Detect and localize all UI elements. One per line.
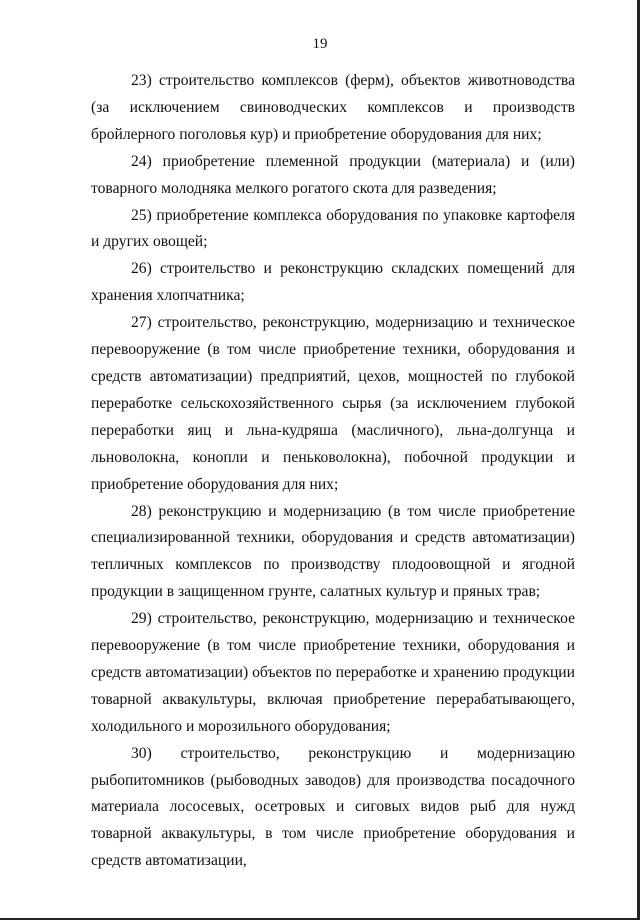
list-item-30: 30) строительство, реконструкцию и модернизацию рыбопитомников (рыбоводных заводов) для производства посадочного материала лососевых, осетровых и сиговых видов рыб для нужд товарной аквакультуры, в том числе приобретение оборудования и средств автоматизации, (91, 744, 575, 870)
list-item-24: 24) приобретение племенной продукции (материала) и (или) товарного молодняка мелкого рогатого скота для разведения; (91, 152, 575, 197)
list-item-23: 23) строительство комплексов (ферм), объектов животноводства (за исключением свиноводческих комплексов и производств бройлерного поголовья кур) и приобретение оборудования для них; (91, 72, 575, 143)
list-item-26: 26) строительство и реконструкцию складских помещений для хранения хлопчатника; (91, 260, 575, 305)
document-body (91, 68, 575, 875)
list-item-28: 28) реконструкцию и модернизацию (в том числе приобретение специализированной техники, оборудования и средств автоматизации) тепличных комплексов по производству плодоовощной и ягодной продукции в защищенном грунте, салатных культур и пряных трав; (91, 502, 575, 601)
list-item-25: 25) приобретение комплекса оборудования по упаковке картофеля и других овощей; (91, 206, 575, 251)
list-item-29: 29) строительство, реконструкцию, модернизацию и техническое перевооружение (в том числе приобретение техники, оборудования и средств автоматизации) объектов по переработке и хранению продукции товарной аквакультуры, включая приобретение перерабатывающего, холодильного и морозильного оборудования; (91, 610, 575, 735)
list-item-27: 27) строительство, реконструкцию, модернизацию и техническое перевооружение (в том числе приобретение техники, оборудования и средств автоматизации) предприятий, цехов, мощностей по глубокой переработке сельскохозяйственного сырья (за исключением глубокой переработки яиц и льна-кудряша (масличного), льна-долгунца и льноволокна, конопли и пеньковолокна), побочной продукции и приобретение оборудования для них; (91, 314, 575, 493)
page-number: 19 (312, 36, 328, 52)
